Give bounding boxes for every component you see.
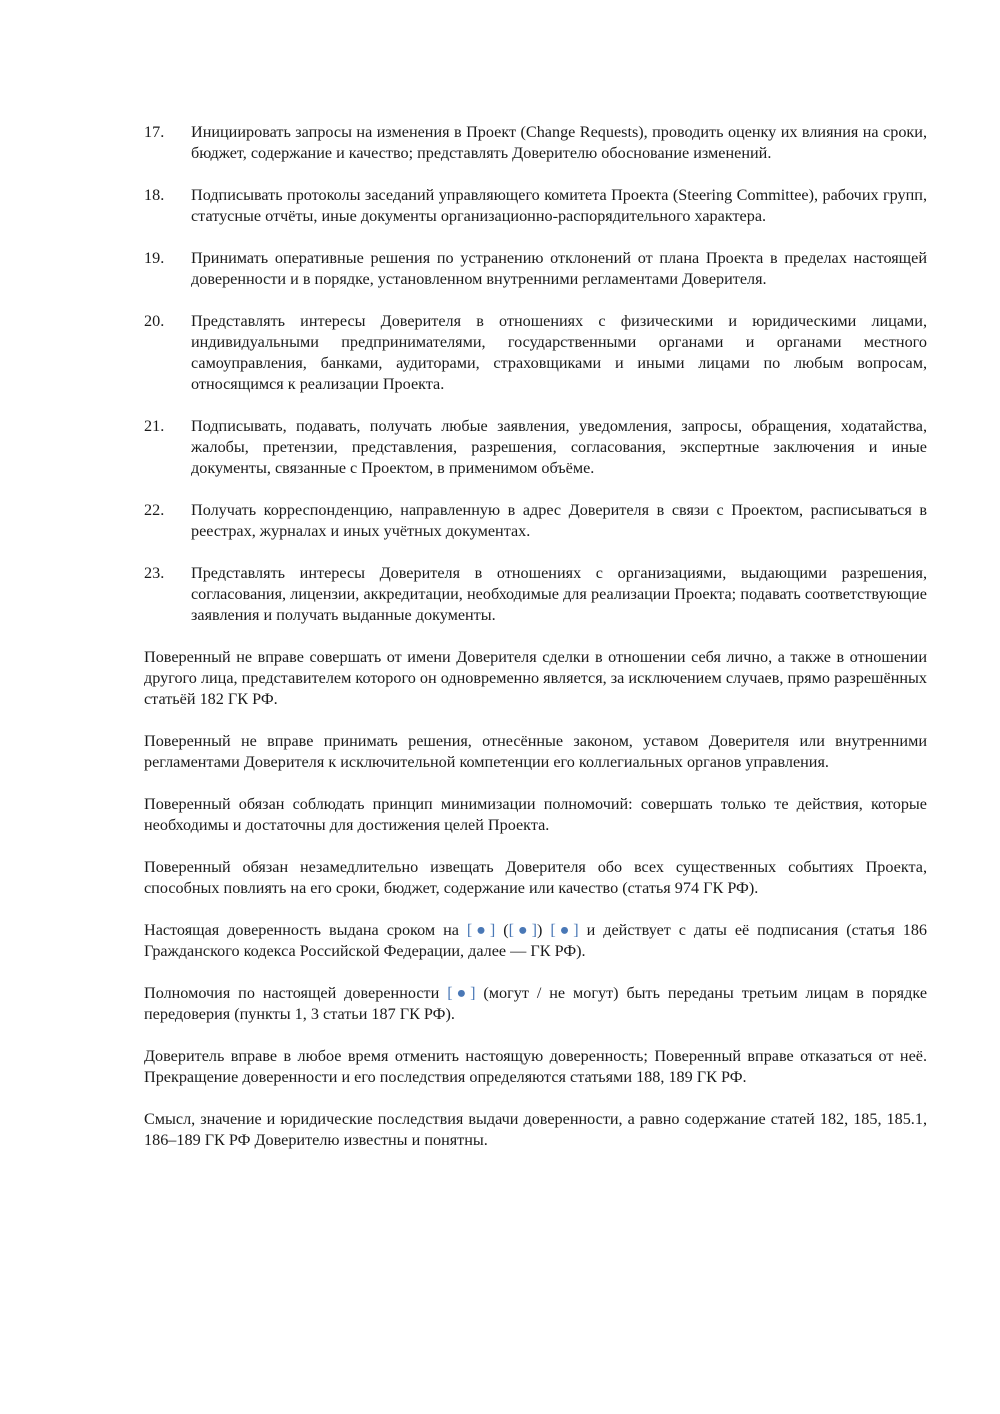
list-item-text: Принимать оперативные решения по устранению отклонений от плана Проекта в пределах настоящей доверенности и в порядке, установленном внутренними регламентами Доверителя. bbox=[191, 249, 927, 288]
list-item-text: Подписывать, подавать, получать любые заявления, уведомления, запросы, обращения, ходатайства, жалобы, претензии, представления, разрешения, согласования, экспертные заключения и иные документы, связанные с Проектом, в применимом объёме. bbox=[191, 417, 927, 477]
paragraph-term-text: Настоящая доверенность выдана сроком на bbox=[144, 921, 467, 939]
document-page bbox=[144, 122, 927, 1172]
list-item-text: Получать корреспонденцию, направленную в адрес Доверителя в связи с Проектом, расписываться в реестрах, журналах и иных учётных документах. bbox=[191, 501, 927, 540]
list-item-number: 17. bbox=[144, 123, 165, 141]
paragraph-term-text: и действует с даты её подписания (статья 186 Гражданского кодекса Российской Федерации, далее — ГК РФ). bbox=[144, 921, 928, 960]
paragraph-notification: Поверенный обязан незамедлительно извещать Доверителя обо всех существенных событиях Проекта, способных повлиять на его сроки, бюджет, содержание или качество (статья 974 ГК РФ). bbox=[144, 858, 927, 897]
list-item-text: Подписывать протоколы заседаний управляющего комитета Проекта (Steering Committee), рабочих групп, статусные отчёты, иные документы организационно-распорядительного характера. bbox=[191, 186, 927, 225]
list-item-20 bbox=[144, 311, 927, 395]
list-item-number: 22. bbox=[144, 501, 165, 519]
placeholder-term-number[interactable]: [●] bbox=[466, 921, 496, 939]
list-item-22 bbox=[144, 500, 927, 542]
paragraph-collegial-bodies: Поверенный не вправе принимать решения, отнесённые законом, уставом Доверителя или внутренними регламентами Доверителя к исключительной компетенции его коллегиальных органов управления. bbox=[144, 732, 927, 771]
paragraph-term-text: ) bbox=[536, 921, 551, 939]
paragraph-substitution-text: Полномочия по настоящей доверенности bbox=[144, 984, 448, 1002]
list-item-text: Представлять интересы Доверителя в отношениях с организациями, выдающими разрешения, согласования, лицензии, аккредитации, необходимые для реализации Проекта; подавать соответствующие заявления и получать выданные документы. bbox=[191, 564, 927, 624]
paragraph-term-text: ( bbox=[495, 921, 509, 939]
list-item-number: 18. bbox=[144, 186, 165, 204]
list-item-number: 23. bbox=[144, 564, 165, 582]
paragraph-minimization: Поверенный обязан соблюдать принцип минимизации полномочий: совершать только те действия, которые необходимы и достаточны для достижения целей Проекта. bbox=[144, 795, 927, 834]
list-item-23 bbox=[144, 563, 927, 626]
paragraph-acknowledgement: Смысл, значение и юридические последствия выдачи доверенности, а равно содержание статей 182, 185, 185.1, 186–189 ГК РФ Доверителю известны и понятны. bbox=[144, 1110, 927, 1149]
list-item-number: 20. bbox=[144, 312, 165, 330]
placeholder-term-unit[interactable]: [●] bbox=[550, 921, 579, 939]
paragraph-revocation: Доверитель вправе в любое время отменить настоящую доверенность; Поверенный вправе отказаться от неё. Прекращение доверенности и его последствия определяются статьями 188, 189 ГК РФ. bbox=[144, 1047, 927, 1086]
paragraph-self-dealing: Поверенный не вправе совершать от имени Доверителя сделки в отношении себя лично, а также в отношении другого лица, представителем которого он одновременно является, за исключением случаев, прямо разрешённых статьёй 182 ГК РФ. bbox=[144, 648, 927, 708]
list-item-text: Представлять интересы Доверителя в отношениях с физическими и юридическими лицами, индивидуальными предпринимателями, государственными органами и органами местного самоуправления, банками, аудиторами, страховщиками и иными лицами по любым вопросам, относящимся к реализации Проекта. bbox=[191, 312, 927, 393]
placeholder-term-words[interactable]: [●] bbox=[508, 921, 537, 939]
list-item-number: 21. bbox=[144, 417, 165, 435]
list-item-17 bbox=[144, 122, 927, 164]
list-item-text: Инициировать запросы на изменения в Проект (Change Requests), проводить оценку их влияния на сроки, бюджет, содержание и качество; представлять Доверителю обоснование изменений. bbox=[191, 123, 927, 162]
list-item-18 bbox=[144, 185, 927, 227]
paragraph-substitution bbox=[144, 983, 927, 1025]
list-item-number: 19. bbox=[144, 249, 165, 267]
paragraph-term bbox=[144, 920, 927, 962]
paragraph-substitution-text: (могут / не могут) быть переданы третьим лицам в порядке передоверия (пункты 1, 3 статьи 187 ГК РФ). bbox=[144, 984, 927, 1023]
list-item-21 bbox=[144, 416, 927, 479]
placeholder-substitution[interactable]: [●] bbox=[447, 984, 476, 1002]
list-item-19 bbox=[144, 248, 927, 290]
